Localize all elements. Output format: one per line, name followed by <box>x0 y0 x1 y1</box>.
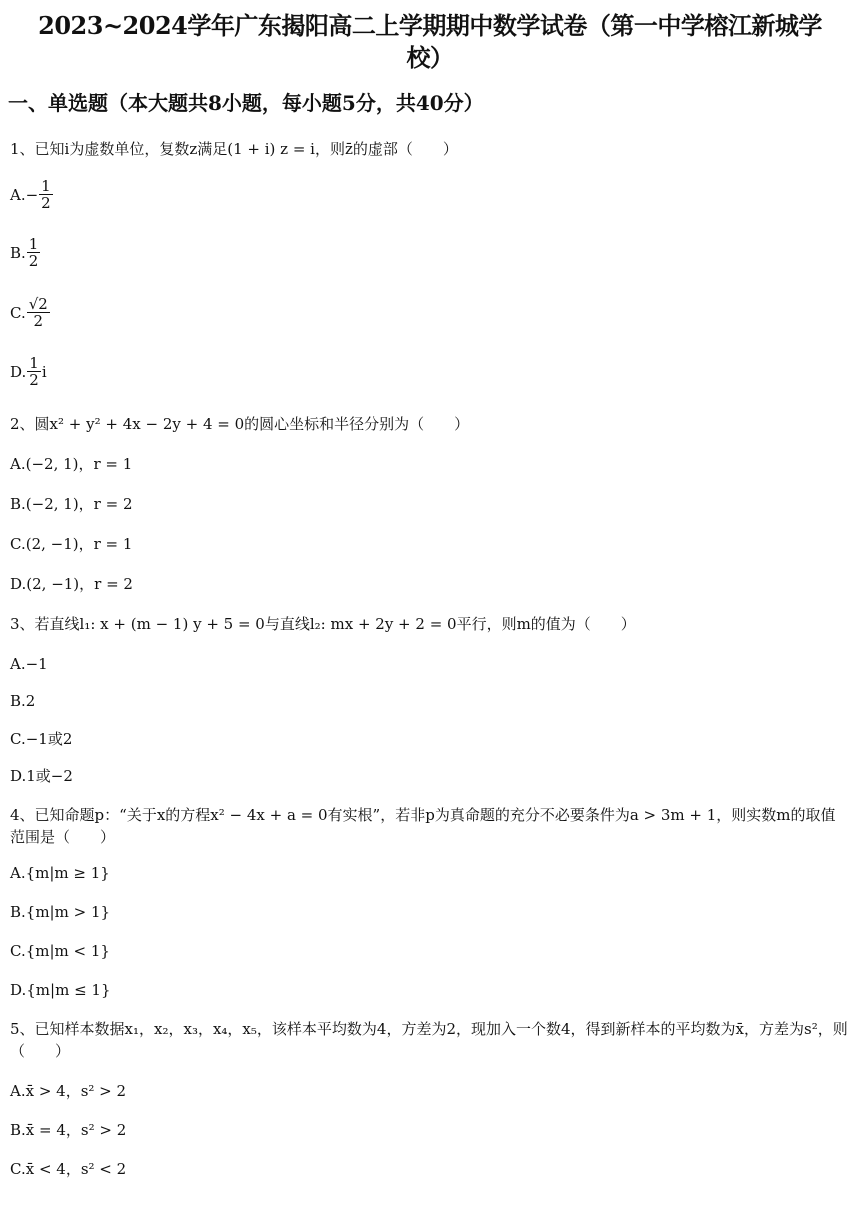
fraction <box>27 296 50 329</box>
title-line-1: 2023~2024学年广东揭阳高二上学期期中数学试卷（第一中学榕江新城学 <box>38 11 822 40</box>
option-label: B. <box>10 243 26 262</box>
question-5-option-c: C.x̄ < 4，s² < 2 <box>10 1160 127 1178</box>
fraction-numerator: 1 <box>41 177 51 195</box>
fraction-numerator: 1 <box>29 354 39 372</box>
question-3-option-c: C.−1或2 <box>10 730 73 748</box>
question-5-option-a: A.x̄ > 4，s² > 2 <box>10 1082 127 1100</box>
question-1-option-c <box>10 296 51 329</box>
question-2-option-c: C.(2, −1)，r = 1 <box>10 535 133 553</box>
option-label: C. <box>10 303 26 322</box>
title-line-2: 校） <box>406 43 454 72</box>
question-5-stem: 5、已知样本数据x₁，x₂，x₃，x₄，x₅，该样本平均数为4，方差为2，现加入一个数4，得到新样本的平均数为x̄，方差为s²，则（ ） <box>10 1020 848 1060</box>
section-heading: 一、单选题（本大题共8小题，每小题5分，共40分） <box>8 91 484 115</box>
question-2-option-d: D.(2, −1)，r = 2 <box>10 575 133 593</box>
fraction <box>39 178 53 211</box>
question-1-option-a <box>10 178 54 211</box>
question-3-option-a: A.−1 <box>10 655 48 673</box>
fraction-numerator: √2 <box>28 295 48 313</box>
question-2-stem: 2、圆x² + y² + 4x − 2y + 4 = 0的圆心坐标和半径分别为（ ） <box>10 415 470 433</box>
fraction <box>27 355 41 388</box>
option-suffix: i <box>41 362 47 381</box>
question-1-option-d <box>10 355 47 388</box>
question-1-option-b <box>10 236 41 269</box>
option-label: A.− <box>10 185 39 204</box>
fraction-denominator: 2 <box>29 371 39 389</box>
question-3-option-d: D.1或−2 <box>10 767 73 785</box>
question-4-option-d: D.{m|m ≤ 1} <box>10 981 111 999</box>
fraction <box>27 236 41 269</box>
question-4-option-a: A.{m|m ≥ 1} <box>10 864 110 882</box>
question-4-option-b: B.{m|m > 1} <box>10 903 111 921</box>
question-4-stem: 4、已知命题p：“关于x的方程x² − 4x + a = 0有实根”，若非p为真命题的充分不必要条件为a > 3m + 1，则实数m的取值范围是（ ） <box>10 806 836 846</box>
fraction-denominator: 2 <box>41 194 51 212</box>
question-4-option-c: C.{m|m < 1} <box>10 942 110 960</box>
question-3-option-b: B.2 <box>10 692 36 710</box>
fraction-denominator: 2 <box>28 252 39 270</box>
question-3-stem: 3、若直线l₁: x + (m − 1) y + 5 = 0与直线l₂: mx + 2y + 2 = 0平行，则m的值为（ ） <box>10 615 636 633</box>
fraction-denominator: 2 <box>33 312 44 330</box>
option-label: D. <box>10 362 27 381</box>
document-title <box>0 10 860 74</box>
question-2-option-b: B.(−2, 1)，r = 2 <box>10 495 133 513</box>
question-2-option-a: A.(−2, 1)，r = 1 <box>10 455 133 473</box>
question-1-stem: 1、已知i为虚数单位，复数z满足(1 + i) z = i，则z̄的虚部（ ） <box>10 140 458 158</box>
question-5-option-b: B.x̄ = 4，s² > 2 <box>10 1121 127 1139</box>
fraction-numerator: 1 <box>28 235 39 253</box>
